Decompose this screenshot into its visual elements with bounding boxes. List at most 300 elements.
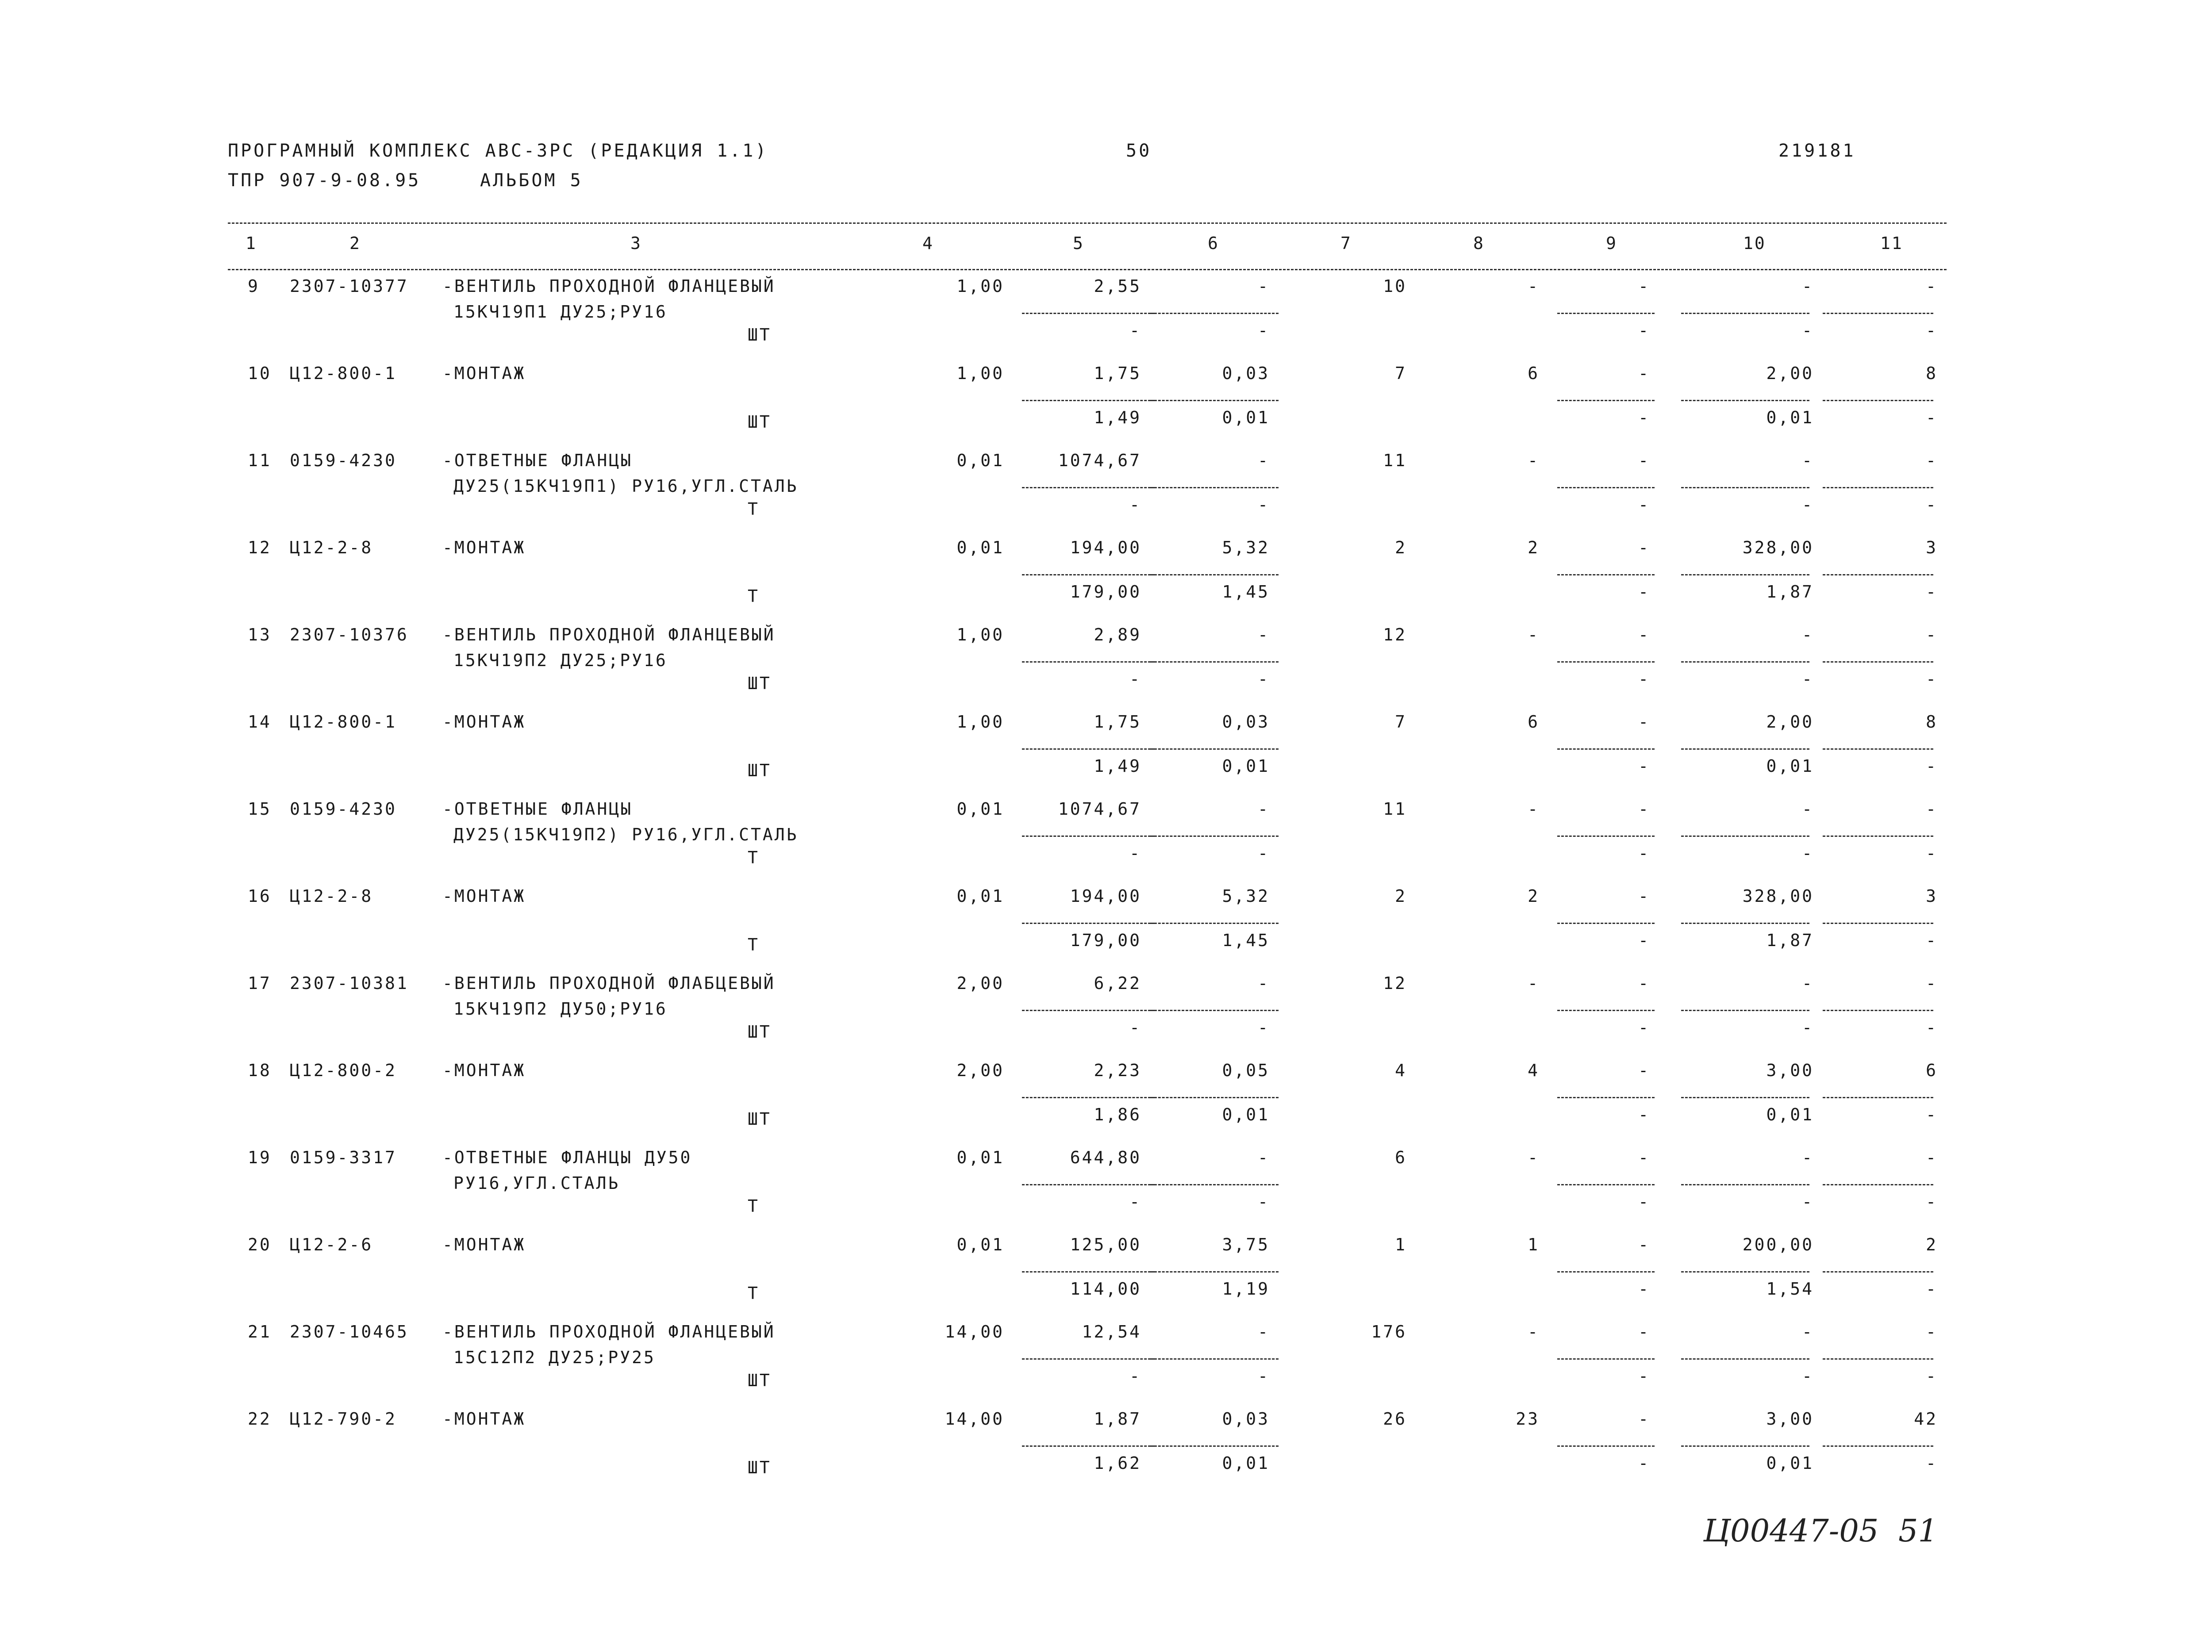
cost-unit: 1074,67 bbox=[1058, 799, 1141, 819]
col9-value: - bbox=[1638, 799, 1650, 819]
labor-total: 2 bbox=[1926, 1235, 1938, 1254]
labor-total-sub: - bbox=[1926, 1105, 1938, 1124]
row-number: 14 bbox=[248, 712, 272, 732]
labor-total-sub: - bbox=[1926, 1279, 1938, 1299]
table-row bbox=[0, 1148, 2212, 1232]
fraction-rule bbox=[1557, 574, 1655, 575]
total-wage: - bbox=[1528, 625, 1540, 644]
quantity: 2,00 bbox=[956, 1061, 1004, 1080]
cost-unit-sub: - bbox=[1129, 843, 1141, 863]
total-wage: 2 bbox=[1528, 538, 1540, 557]
col9-value: - bbox=[1638, 712, 1650, 732]
unit: Т bbox=[748, 1196, 760, 1216]
cost-wage-sub: - bbox=[1258, 1018, 1270, 1037]
item-code: 2307-10377 bbox=[290, 276, 409, 296]
column-header: 8 bbox=[1473, 234, 1485, 253]
fraction-rule bbox=[1823, 313, 1933, 314]
labor-unit: - bbox=[1802, 1148, 1814, 1167]
item-description-cont: ДУ25(15КЧ19П1) РУ16,УГЛ.СТАЛЬ bbox=[453, 476, 799, 496]
labor-total: - bbox=[1926, 451, 1938, 470]
cost-wage: 0,05 bbox=[1222, 1061, 1270, 1080]
col9-value: - bbox=[1638, 1061, 1650, 1080]
labor-total: 8 bbox=[1926, 712, 1938, 732]
item-code: 0159-3317 bbox=[290, 1148, 397, 1167]
labor-total: 42 bbox=[1914, 1409, 1938, 1429]
cost-unit: 1,75 bbox=[1094, 712, 1141, 732]
cost-unit-sub: - bbox=[1129, 1018, 1141, 1037]
fraction-rule bbox=[1823, 1010, 1933, 1011]
table-row bbox=[0, 1061, 2212, 1145]
cost-wage: 3,75 bbox=[1222, 1235, 1270, 1254]
fraction-rule bbox=[1823, 1445, 1933, 1447]
total-cost: 2 bbox=[1395, 886, 1407, 906]
col9-sub: - bbox=[1638, 756, 1650, 776]
total-wage: - bbox=[1528, 974, 1540, 993]
handwritten-note: Ц00447-05 51 bbox=[1703, 1513, 1938, 1549]
col9-value: - bbox=[1638, 451, 1650, 470]
quantity: 14,00 bbox=[945, 1322, 1004, 1342]
cost-wage: - bbox=[1258, 276, 1270, 296]
col9-value: - bbox=[1638, 1409, 1650, 1429]
labor-unit: - bbox=[1802, 1322, 1814, 1342]
labor-total-sub: - bbox=[1926, 1453, 1938, 1473]
col9-value: - bbox=[1638, 886, 1650, 906]
fraction-rule bbox=[1823, 400, 1933, 401]
quantity: 14,00 bbox=[945, 1409, 1004, 1429]
fraction-rule bbox=[1150, 836, 1279, 837]
fraction-rule bbox=[1150, 661, 1279, 663]
item-description: -МОНТАЖ bbox=[442, 364, 526, 383]
unit: Т bbox=[748, 848, 760, 867]
col9-value: - bbox=[1638, 538, 1650, 557]
col9-sub: - bbox=[1638, 408, 1650, 427]
fraction-rule bbox=[1022, 487, 1155, 488]
fraction-rule bbox=[1681, 836, 1809, 837]
fraction-rule bbox=[1681, 487, 1809, 488]
item-description: -ВЕНТИЛЬ ПРОХОДНОЙ ФЛАНЦЕВЫЙ bbox=[442, 1322, 776, 1342]
item-description-cont: 15КЧ19П1 ДУ25;РУ16 bbox=[453, 302, 668, 322]
labor-unit: 2,00 bbox=[1766, 712, 1814, 732]
item-description-cont: 15КЧ19П2 ДУ50;РУ16 bbox=[453, 999, 668, 1019]
total-cost: 11 bbox=[1383, 451, 1407, 470]
quantity: 1,00 bbox=[956, 625, 1004, 644]
fraction-rule bbox=[1557, 1184, 1655, 1185]
table-row bbox=[0, 625, 2212, 709]
row-number: 11 bbox=[248, 451, 272, 470]
labor-unit: 328,00 bbox=[1742, 538, 1814, 557]
col9-value: - bbox=[1638, 1322, 1650, 1342]
fraction-rule bbox=[1150, 1358, 1279, 1360]
fraction-rule bbox=[1557, 661, 1655, 663]
item-description-cont: РУ16,УГЛ.СТАЛЬ bbox=[453, 1173, 620, 1193]
fraction-rule bbox=[1022, 1184, 1155, 1185]
cost-wage-sub: 0,01 bbox=[1222, 1105, 1270, 1124]
labor-unit-sub: - bbox=[1802, 321, 1814, 340]
col9-sub: - bbox=[1638, 669, 1650, 689]
fraction-rule bbox=[1823, 748, 1933, 750]
col9-sub: - bbox=[1638, 1453, 1650, 1473]
labor-total: 3 bbox=[1926, 538, 1938, 557]
col9-value: - bbox=[1638, 1148, 1650, 1167]
quantity: 0,01 bbox=[956, 1148, 1004, 1167]
cost-wage-sub: 0,01 bbox=[1222, 756, 1270, 776]
item-description-cont: 15С12П2 ДУ25;РУ25 bbox=[453, 1348, 656, 1367]
total-cost: 6 bbox=[1395, 1148, 1407, 1167]
total-wage: 4 bbox=[1528, 1061, 1540, 1080]
cost-unit-sub: - bbox=[1129, 669, 1141, 689]
labor-unit: - bbox=[1802, 276, 1814, 296]
labor-total: 8 bbox=[1926, 364, 1938, 383]
item-code: Ц12-2-8 bbox=[290, 886, 373, 906]
labor-total-sub: - bbox=[1926, 1018, 1938, 1037]
item-description: -МОНТАЖ bbox=[442, 1235, 526, 1254]
fraction-rule bbox=[1823, 487, 1933, 488]
row-number: 13 bbox=[248, 625, 272, 644]
column-header: 10 bbox=[1743, 234, 1766, 253]
row-number: 17 bbox=[248, 974, 272, 993]
labor-unit-sub: 0,01 bbox=[1766, 756, 1814, 776]
item-code: Ц12-790-2 bbox=[290, 1409, 397, 1429]
cost-wage-sub: 1,45 bbox=[1222, 582, 1270, 602]
labor-total-sub: - bbox=[1926, 582, 1938, 602]
fraction-rule bbox=[1022, 661, 1155, 663]
col9-value: - bbox=[1638, 1235, 1650, 1254]
labor-unit-sub: - bbox=[1802, 843, 1814, 863]
labor-total: - bbox=[1926, 799, 1938, 819]
cost-wage-sub: - bbox=[1258, 843, 1270, 863]
row-number: 15 bbox=[248, 799, 272, 819]
item-description: -МОНТАЖ bbox=[442, 886, 526, 906]
cost-unit: 2,89 bbox=[1094, 625, 1141, 644]
labor-total-sub: - bbox=[1926, 669, 1938, 689]
total-cost: 7 bbox=[1395, 364, 1407, 383]
cost-wage: 0,03 bbox=[1222, 712, 1270, 732]
cost-wage: - bbox=[1258, 1322, 1270, 1342]
labor-total-sub: - bbox=[1926, 495, 1938, 514]
col9-value: - bbox=[1638, 364, 1650, 383]
unit: ШТ bbox=[748, 1022, 772, 1042]
total-wage: 23 bbox=[1516, 1409, 1540, 1429]
cost-unit: 1,87 bbox=[1094, 1409, 1141, 1429]
row-number: 12 bbox=[248, 538, 272, 557]
table-row bbox=[0, 799, 2212, 883]
row-number: 22 bbox=[248, 1409, 272, 1429]
total-cost: 1 bbox=[1395, 1235, 1407, 1254]
fraction-rule bbox=[1681, 400, 1809, 401]
unit: Т bbox=[748, 935, 760, 954]
item-description: -ОТВЕТНЫЕ ФЛАНЦЫ ДУ50 bbox=[442, 1148, 692, 1167]
fraction-rule bbox=[1681, 574, 1809, 575]
labor-unit-sub: - bbox=[1802, 1192, 1814, 1211]
total-cost: 26 bbox=[1383, 1409, 1407, 1429]
fraction-rule bbox=[1150, 574, 1279, 575]
col9-value: - bbox=[1638, 276, 1650, 296]
fraction-rule bbox=[1557, 1097, 1655, 1098]
fraction-rule bbox=[1022, 1097, 1155, 1098]
cost-wage-sub: - bbox=[1258, 1366, 1270, 1386]
col9-sub: - bbox=[1638, 1105, 1650, 1124]
column-header: 6 bbox=[1208, 234, 1219, 253]
column-header: 3 bbox=[630, 234, 642, 253]
item-description: -ВЕНТИЛЬ ПРОХОДНОЙ ФЛАНЦЕВЫЙ bbox=[442, 625, 776, 644]
fraction-rule bbox=[1150, 1010, 1279, 1011]
table-row bbox=[0, 886, 2212, 970]
cost-unit: 1074,67 bbox=[1058, 451, 1141, 470]
fraction-rule bbox=[1150, 313, 1279, 314]
labor-unit: - bbox=[1802, 625, 1814, 644]
item-description: -МОНТАЖ bbox=[442, 1061, 526, 1080]
fraction-rule bbox=[1557, 748, 1655, 750]
program-title: ПРОГРАМНЫЙ КОМПЛЕКС АВС-3РС (РЕДАКЦИЯ 1.1) bbox=[228, 141, 768, 161]
cost-unit-sub: 1,62 bbox=[1094, 1453, 1141, 1473]
document-number: 219181 bbox=[1778, 141, 1856, 161]
fraction-rule bbox=[1557, 1445, 1655, 1447]
total-cost: 10 bbox=[1383, 276, 1407, 296]
fraction-rule bbox=[1681, 313, 1809, 314]
cost-unit-sub: 114,00 bbox=[1070, 1279, 1141, 1299]
labor-total-sub: - bbox=[1926, 321, 1938, 340]
fraction-rule bbox=[1557, 1358, 1655, 1360]
total-wage: 6 bbox=[1528, 364, 1540, 383]
cost-unit-sub: 1,49 bbox=[1094, 408, 1141, 427]
row-number: 18 bbox=[248, 1061, 272, 1080]
cost-wage-sub: - bbox=[1258, 321, 1270, 340]
col9-sub: - bbox=[1638, 1018, 1650, 1037]
labor-total: - bbox=[1926, 1322, 1938, 1342]
labor-total: - bbox=[1926, 974, 1938, 993]
fraction-rule bbox=[1681, 661, 1809, 663]
labor-total: - bbox=[1926, 1148, 1938, 1167]
cost-wage: 5,32 bbox=[1222, 538, 1270, 557]
cost-unit-sub: 179,00 bbox=[1070, 931, 1141, 950]
cost-unit: 2,55 bbox=[1094, 276, 1141, 296]
item-code: 0159-4230 bbox=[290, 799, 397, 819]
fraction-rule bbox=[1681, 1445, 1809, 1447]
quantity: 0,01 bbox=[956, 799, 1004, 819]
album-label: АЛЬБОМ 5 bbox=[480, 170, 583, 191]
fraction-rule bbox=[1150, 923, 1279, 924]
item-code: 2307-10376 bbox=[290, 625, 409, 644]
unit: ШТ bbox=[748, 412, 772, 432]
labor-unit: 2,00 bbox=[1766, 364, 1814, 383]
cost-wage-sub: 1,19 bbox=[1222, 1279, 1270, 1299]
item-description-cont: ДУ25(15КЧ19П2) РУ16,УГЛ.СТАЛЬ bbox=[453, 825, 799, 844]
item-description: -ОТВЕТНЫЕ ФЛАНЦЫ bbox=[442, 451, 633, 470]
item-code: Ц12-800-2 bbox=[290, 1061, 397, 1080]
table-row bbox=[0, 1409, 2212, 1493]
project-code: ТПР 907-9-08.95 bbox=[228, 170, 421, 191]
fraction-rule bbox=[1557, 400, 1655, 401]
fraction-rule bbox=[1823, 1097, 1933, 1098]
table-row bbox=[0, 451, 2212, 535]
cost-wage-sub: 0,01 bbox=[1222, 1453, 1270, 1473]
fraction-rule bbox=[1150, 1445, 1279, 1447]
cost-wage-sub: - bbox=[1258, 495, 1270, 514]
total-cost: 176 bbox=[1371, 1322, 1407, 1342]
labor-unit-sub: 0,01 bbox=[1766, 408, 1814, 427]
item-description: -МОНТАЖ bbox=[442, 538, 526, 557]
total-cost: 2 bbox=[1395, 538, 1407, 557]
total-cost: 4 bbox=[1395, 1061, 1407, 1080]
row-number: 19 bbox=[248, 1148, 272, 1167]
cost-unit: 2,23 bbox=[1094, 1061, 1141, 1080]
cost-wage: - bbox=[1258, 974, 1270, 993]
labor-unit: - bbox=[1802, 974, 1814, 993]
unit: ШТ bbox=[748, 1371, 772, 1390]
total-wage: 2 bbox=[1528, 886, 1540, 906]
labor-unit: - bbox=[1802, 451, 1814, 470]
cost-unit: 1,75 bbox=[1094, 364, 1141, 383]
quantity: 0,01 bbox=[956, 1235, 1004, 1254]
total-cost: 7 bbox=[1395, 712, 1407, 732]
fraction-rule bbox=[1823, 923, 1933, 924]
item-code: 0159-4230 bbox=[290, 451, 397, 470]
cost-unit-sub: - bbox=[1129, 495, 1141, 514]
cost-unit: 194,00 bbox=[1070, 538, 1141, 557]
total-cost: 11 bbox=[1383, 799, 1407, 819]
table-row bbox=[0, 276, 2212, 360]
fraction-rule bbox=[1681, 1184, 1809, 1185]
col9-sub: - bbox=[1638, 321, 1650, 340]
total-wage: 6 bbox=[1528, 712, 1540, 732]
col9-value: - bbox=[1638, 625, 1650, 644]
col9-value: - bbox=[1638, 974, 1650, 993]
item-code: Ц12-800-1 bbox=[290, 712, 397, 732]
cost-unit-sub: - bbox=[1129, 1192, 1141, 1211]
col9-sub: - bbox=[1638, 1366, 1650, 1386]
total-cost: 12 bbox=[1383, 625, 1407, 644]
item-description: -ОТВЕТНЫЕ ФЛАНЦЫ bbox=[442, 799, 633, 819]
unit: Т bbox=[748, 499, 760, 519]
fraction-rule bbox=[1557, 1010, 1655, 1011]
table-row bbox=[0, 974, 2212, 1058]
labor-unit: 328,00 bbox=[1742, 886, 1814, 906]
item-code: 2307-10465 bbox=[290, 1322, 409, 1342]
quantity: 0,01 bbox=[956, 451, 1004, 470]
unit: Т bbox=[748, 1284, 760, 1303]
cost-wage-sub: 1,45 bbox=[1222, 931, 1270, 950]
fraction-rule bbox=[1823, 574, 1933, 575]
col9-sub: - bbox=[1638, 1279, 1650, 1299]
labor-total-sub: - bbox=[1926, 756, 1938, 776]
labor-unit: 200,00 bbox=[1742, 1235, 1814, 1254]
table-row bbox=[0, 538, 2212, 622]
col9-sub: - bbox=[1638, 582, 1650, 602]
fraction-rule bbox=[1681, 748, 1809, 750]
labor-total: 6 bbox=[1926, 1061, 1938, 1080]
fraction-rule bbox=[1681, 1358, 1809, 1360]
table-row bbox=[0, 364, 2212, 448]
table-header-rule bbox=[228, 269, 1947, 270]
total-cost: 12 bbox=[1383, 974, 1407, 993]
unit: ШТ bbox=[748, 761, 772, 780]
fraction-rule bbox=[1681, 1097, 1809, 1098]
labor-unit-sub: - bbox=[1802, 1366, 1814, 1386]
fraction-rule bbox=[1022, 313, 1155, 314]
labor-total-sub: - bbox=[1926, 1192, 1938, 1211]
column-header: 2 bbox=[349, 234, 361, 253]
unit: Т bbox=[748, 586, 760, 606]
fraction-rule bbox=[1150, 1271, 1279, 1273]
quantity: 1,00 bbox=[956, 712, 1004, 732]
total-wage: 1 bbox=[1528, 1235, 1540, 1254]
cost-unit-sub: - bbox=[1129, 1366, 1141, 1386]
fraction-rule bbox=[1823, 1184, 1933, 1185]
cost-unit-sub: 1,49 bbox=[1094, 756, 1141, 776]
labor-unit: 3,00 bbox=[1766, 1061, 1814, 1080]
quantity: 2,00 bbox=[956, 974, 1004, 993]
item-description: -ВЕНТИЛЬ ПРОХОДНОЙ ФЛАНЦЕВЫЙ bbox=[442, 276, 776, 296]
fraction-rule bbox=[1022, 1445, 1155, 1447]
labor-unit-sub: 0,01 bbox=[1766, 1105, 1814, 1124]
labor-total-sub: - bbox=[1926, 408, 1938, 427]
labor-total-sub: - bbox=[1926, 931, 1938, 950]
fraction-rule bbox=[1022, 836, 1155, 837]
item-description: -ВЕНТИЛЬ ПРОХОДНОЙ ФЛАБЦЕВЫЙ bbox=[442, 974, 776, 993]
fraction-rule bbox=[1022, 574, 1155, 575]
quantity: 1,00 bbox=[956, 276, 1004, 296]
fraction-rule bbox=[1823, 661, 1933, 663]
fraction-rule bbox=[1557, 487, 1655, 488]
fraction-rule bbox=[1681, 1010, 1809, 1011]
unit: ШТ bbox=[748, 325, 772, 345]
row-number: 10 bbox=[248, 364, 272, 383]
labor-unit: 3,00 bbox=[1766, 1409, 1814, 1429]
cost-wage-sub: - bbox=[1258, 1192, 1270, 1211]
item-description: -МОНТАЖ bbox=[442, 712, 526, 732]
cost-unit-sub: 179,00 bbox=[1070, 582, 1141, 602]
fraction-rule bbox=[1022, 1358, 1155, 1360]
fraction-rule bbox=[1150, 748, 1279, 750]
col9-sub: - bbox=[1638, 1192, 1650, 1211]
fraction-rule bbox=[1022, 1271, 1155, 1273]
total-wage: - bbox=[1528, 276, 1540, 296]
fraction-rule bbox=[1557, 1271, 1655, 1273]
total-wage: - bbox=[1528, 1148, 1540, 1167]
unit: ШТ bbox=[748, 1109, 772, 1129]
table-row bbox=[0, 712, 2212, 796]
cost-unit-sub: 1,86 bbox=[1094, 1105, 1141, 1124]
cost-wage: - bbox=[1258, 625, 1270, 644]
table-row bbox=[0, 1322, 2212, 1406]
row-number: 21 bbox=[248, 1322, 272, 1342]
column-header: 4 bbox=[922, 234, 934, 253]
total-wage: - bbox=[1528, 1322, 1540, 1342]
col9-sub: - bbox=[1638, 931, 1650, 950]
cost-unit: 644,80 bbox=[1070, 1148, 1141, 1167]
cost-wage-sub: - bbox=[1258, 669, 1270, 689]
fraction-rule bbox=[1823, 1271, 1933, 1273]
cost-wage-sub: 0,01 bbox=[1222, 408, 1270, 427]
labor-unit-sub: - bbox=[1802, 495, 1814, 514]
column-header: 5 bbox=[1073, 234, 1084, 253]
fraction-rule bbox=[1150, 1184, 1279, 1185]
labor-total: - bbox=[1926, 625, 1938, 644]
labor-unit-sub: 1,54 bbox=[1766, 1279, 1814, 1299]
quantity: 1,00 bbox=[956, 364, 1004, 383]
fraction-rule bbox=[1150, 1097, 1279, 1098]
column-header: 9 bbox=[1606, 234, 1617, 253]
labor-unit-sub: - bbox=[1802, 669, 1814, 689]
labor-total: - bbox=[1926, 276, 1938, 296]
column-header: 7 bbox=[1340, 234, 1352, 253]
fraction-rule bbox=[1022, 748, 1155, 750]
labor-unit-sub: 0,01 bbox=[1766, 1453, 1814, 1473]
fraction-rule bbox=[1681, 1271, 1809, 1273]
total-wage: - bbox=[1528, 799, 1540, 819]
cost-unit-sub: - bbox=[1129, 321, 1141, 340]
fraction-rule bbox=[1823, 836, 1933, 837]
